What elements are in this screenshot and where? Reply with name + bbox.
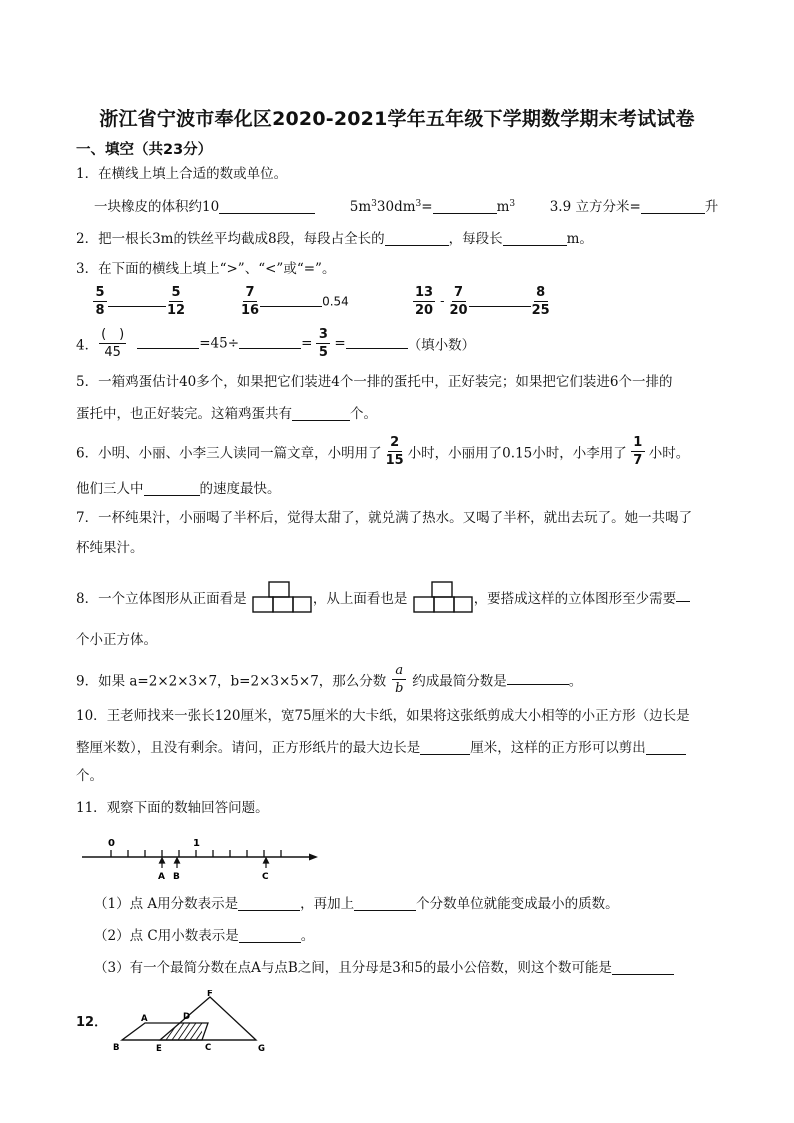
label-d: D [183, 1012, 191, 1022]
answer-blank[interactable] [469, 296, 531, 307]
exam-title: 浙江省宁波市奉化区2020-2021学年五年级下学期数学期末考试试卷 [99, 108, 695, 130]
fraction [167, 286, 185, 317]
question-text: m。 [566, 231, 593, 247]
question-1-items [94, 199, 718, 215]
answer-blank[interactable] [346, 338, 408, 349]
question-text: 个。 [350, 406, 377, 422]
superscript: 3 [509, 199, 516, 209]
answer-blank[interactable] [676, 593, 690, 602]
question-number: 6． [76, 445, 99, 462]
question-6-line-1 [76, 436, 689, 467]
numerator: 7 [452, 286, 466, 302]
unit: m [496, 199, 510, 215]
question-text: （1）点 A用分数表示是 [94, 896, 239, 912]
numerator: ( ) [101, 327, 125, 342]
label-g: G [258, 1044, 265, 1054]
question-text: 一个立体图形从正面看是 [98, 591, 247, 607]
unit: 升 [704, 199, 719, 215]
question-text: 。 [300, 928, 315, 944]
fraction [241, 286, 259, 317]
question-number: 8． [76, 591, 99, 607]
tick-label-1: 1 [193, 838, 200, 849]
denominator: 25 [531, 303, 550, 318]
q1-item-b: 5m [349, 199, 372, 215]
question-8-line-2 [76, 634, 157, 648]
answer-blank[interactable] [503, 231, 567, 246]
denominator: b [395, 681, 404, 696]
answer-blank[interactable] [385, 231, 449, 246]
section-heading: 一、填空（共23分） [76, 142, 213, 158]
question-3-stem [76, 263, 335, 277]
question-4 [76, 328, 475, 359]
question-number: 1． [76, 166, 99, 182]
denominator: 16 [241, 303, 260, 318]
point-label-c: C [262, 872, 269, 882]
fraction [450, 286, 468, 317]
question-text: 厘米，这样的正方形可以剪出 [470, 740, 646, 756]
denominator: 15 [385, 453, 404, 468]
denominator: 5 [318, 345, 328, 360]
answer-blank[interactable] [433, 199, 497, 214]
question-text: 如果 a=2×2×3×7，b=2×3×5×7，那么分数 [98, 673, 387, 690]
number-line [80, 832, 320, 884]
question-number: 12． [76, 1015, 108, 1030]
answer-blank[interactable] [641, 199, 705, 214]
numerator: 3 [316, 328, 330, 344]
question-2 [76, 231, 593, 247]
q3-compare-1 [92, 286, 186, 317]
question-text: 他们三人中 [76, 481, 144, 497]
geometry-figure [108, 990, 278, 1058]
answer-blank[interactable] [137, 338, 199, 349]
answer-blank[interactable] [108, 296, 166, 307]
question-number: 2． [76, 231, 99, 247]
top-view-figure [412, 580, 474, 614]
question-text: 个小正方体。 [76, 632, 157, 648]
question-text: （2）点 C用小数表示是 [94, 928, 239, 944]
question-text: 约成最简分数是 [412, 673, 507, 690]
equals: = [421, 199, 433, 215]
fraction [413, 286, 435, 317]
question-text: ，从上面看也是 [312, 591, 408, 607]
answer-blank[interactable] [260, 296, 322, 307]
question-number: 11． [76, 800, 107, 816]
question-text: 小明、小丽、小李三人读同一篇文章，小明用了 [98, 445, 382, 462]
q1-item-a: 一块橡皮的体积约10 [94, 199, 220, 215]
question-5-line-2 [76, 406, 377, 422]
question-text: 在下面的横线上填上“>”、“<”或“=”。 [98, 261, 336, 277]
fraction [631, 436, 645, 467]
question-11-part-2 [94, 928, 314, 944]
question-11-part-3 [94, 960, 674, 976]
numerator: a [392, 664, 406, 680]
answer-blank[interactable] [507, 674, 569, 685]
answer-blank[interactable] [238, 896, 300, 911]
label-a: A [141, 1014, 148, 1024]
fraction [532, 286, 550, 317]
fraction [99, 328, 126, 359]
fraction [316, 328, 330, 359]
answer-blank[interactable] [239, 338, 301, 349]
q3-compare-2 [240, 286, 349, 317]
question-text: 小时。 [648, 445, 690, 462]
numerator: 1 [631, 436, 645, 452]
question-text: 把一根长3m的铁丝平均截成8段，每段占全长的 [98, 231, 385, 247]
superscript: 3 [415, 199, 422, 209]
question-text: 。 [568, 673, 583, 690]
question-number: 10． [76, 708, 107, 724]
label-e: E [156, 1044, 162, 1054]
hint-text: （填小数） [407, 337, 476, 354]
answer-blank[interactable] [354, 896, 416, 911]
question-text: 的速度最快。 [199, 481, 281, 497]
answer-blank[interactable] [420, 740, 470, 755]
question-text: ，每段长 [448, 231, 503, 247]
fraction [386, 436, 404, 467]
equals: = [334, 335, 346, 352]
answer-blank[interactable] [612, 960, 674, 975]
denominator: 20 [415, 303, 434, 318]
question-number: 5． [76, 374, 99, 390]
denominator: 45 [104, 345, 121, 360]
question-number: 9． [76, 673, 99, 690]
fraction [93, 286, 107, 317]
equals: = [301, 335, 313, 352]
denominator: 12 [167, 303, 186, 318]
question-text: 杯纯果汁。 [76, 540, 144, 556]
tick-label-0: 0 [108, 838, 115, 849]
point-label-b: B [173, 872, 180, 882]
triangle-efg [160, 997, 256, 1040]
question-11-stem [76, 802, 269, 816]
question-9 [76, 664, 582, 695]
question-10-line-2 [76, 740, 686, 756]
point-label-a: A [158, 872, 165, 882]
question-text: （3）有一个最简分数在点A与点B之间，且分母是3和5的最小公倍数，则这个数可能是 [94, 960, 612, 976]
question-10-line-1 [76, 710, 690, 724]
question-number: 3． [76, 261, 99, 277]
numerator: 8 [534, 286, 548, 302]
decimal-value: 0.54 [322, 294, 349, 309]
label-c: C [205, 1043, 212, 1053]
question-text: 个。 [76, 768, 103, 784]
question-text: 整厘米数），且没有剩余。请问，正方形纸片的最大边长是 [76, 740, 421, 756]
answer-blank[interactable] [292, 406, 350, 421]
question-number: 7． [76, 510, 99, 526]
question-8-line-1 [76, 580, 690, 614]
numerator: 13 [415, 285, 434, 300]
question-text: 观察下面的数轴回答问题。 [106, 800, 269, 816]
q3-compare-3 [412, 286, 551, 317]
answer-blank[interactable] [219, 199, 315, 214]
answer-blank[interactable] [239, 928, 301, 943]
question-number: 4． [76, 337, 99, 354]
question-12 [76, 1016, 107, 1029]
numerator: 2 [388, 436, 402, 452]
answer-blank[interactable] [646, 740, 686, 755]
superscript: 3 [371, 199, 377, 209]
question-5-line-1 [76, 376, 672, 390]
parallelogram-abcd [122, 1023, 208, 1040]
question-text: 王老师找来一张长120厘米，宽75厘米的大卡纸，如果将这张纸剪成大小相等的小正方形（边长是 [106, 708, 690, 724]
equation-text: =45÷ [199, 335, 240, 352]
fraction [392, 664, 406, 695]
question-text: 蛋托中，也正好装完。这箱鸡蛋共有 [76, 406, 292, 422]
question-10-line-3 [76, 770, 103, 784]
numerator: 5 [169, 286, 183, 302]
denominator: 20 [449, 303, 468, 318]
question-text: 一杯纯果汁，小丽喝了半杯后，觉得太甜了，就兑满了热水。又喝了半杯，就出去玩了。她一共喝了 [98, 510, 693, 526]
denominator: 8 [95, 303, 105, 318]
question-7-line-1 [76, 512, 692, 526]
question-text: 一箱鸡蛋估计40多个，如果把它们装进4个一排的蛋托中，正好装完；如果把它们装进6个一排的 [98, 374, 673, 390]
numerator: 7 [243, 286, 257, 302]
question-1-stem [76, 168, 287, 182]
question-text: 小时，小丽用了0.15小时，小李用了 [407, 445, 627, 462]
question-text: ，要搭成这样的立体图形至少需要 [473, 591, 677, 607]
q1-item-c: 3.9 立方分米= [549, 199, 641, 215]
front-view-figure [251, 580, 313, 614]
minus-sign: - [440, 294, 445, 309]
arrowhead-icon [309, 854, 318, 861]
label-b: B [113, 1043, 120, 1053]
answer-blank[interactable] [144, 481, 200, 496]
question-6-line-2 [76, 481, 281, 497]
denominator: 7 [633, 453, 643, 468]
numerator: 5 [93, 286, 107, 302]
label-f: F [207, 990, 213, 999]
q1-item-b-mid: 30dm [376, 199, 416, 215]
question-7-line-2 [76, 542, 144, 556]
question-text: ，再加上 [300, 896, 355, 912]
question-11-part-1 [94, 896, 619, 912]
question-text: 在横线上填上合适的数或单位。 [98, 166, 288, 182]
question-text: 个分数单位就能变成最小的质数。 [416, 896, 619, 912]
